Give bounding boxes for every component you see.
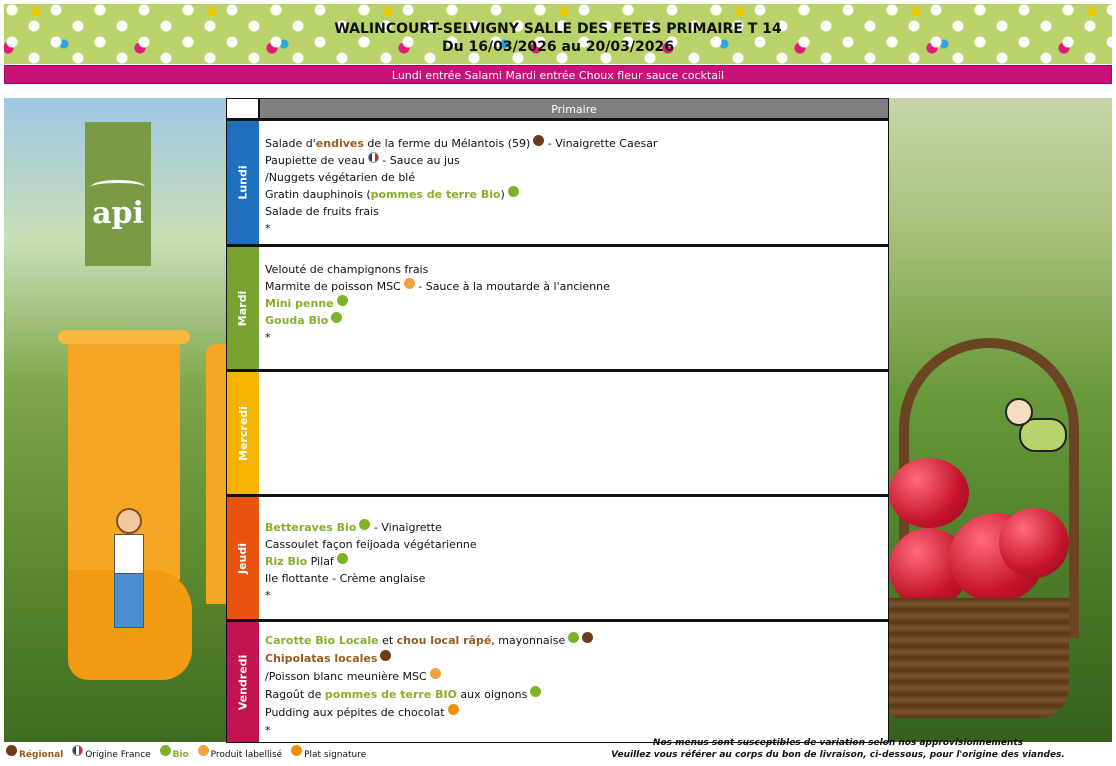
menu-item: Ile flottante - Crème anglaise	[265, 572, 426, 585]
apple	[999, 508, 1069, 578]
legend-regional: Régional	[6, 750, 63, 760]
menu-item: *	[265, 222, 271, 235]
climbing-child-illustration	[1001, 398, 1071, 458]
boot-top	[58, 330, 190, 344]
day-label-lundi: Lundi	[227, 121, 259, 244]
day-label-mardi: Mardi	[227, 247, 259, 369]
menu-item: Betteraves Bio - Vinaigrette	[265, 521, 442, 534]
legend	[6, 745, 372, 761]
legend-label: Produit labellisé	[198, 750, 283, 760]
menu-item: *	[265, 589, 271, 602]
api-logo	[85, 122, 151, 266]
legend-origine-france: Origine France	[72, 750, 151, 760]
logo-text: api	[92, 196, 144, 231]
label-icon	[404, 278, 415, 289]
france-flag-icon	[72, 745, 83, 756]
label-icon	[430, 668, 441, 679]
bio-icon	[160, 745, 171, 756]
legend-bio: Bio	[160, 750, 189, 760]
menu-item: Salade de fruits frais	[265, 205, 379, 218]
menu-item: Gouda Bio	[265, 312, 884, 329]
day-row-jeudi	[226, 495, 889, 620]
bio-icon	[337, 553, 348, 564]
left-decorative-photo	[4, 98, 226, 742]
menu-item: *	[265, 331, 271, 344]
bio-icon	[568, 632, 579, 643]
menu-item: *	[265, 724, 271, 737]
logo-swoosh	[91, 180, 145, 194]
apple	[889, 458, 969, 528]
date-range: Du 16/03/2026 au 20/03/2026	[442, 39, 674, 55]
header	[4, 4, 1112, 64]
kid-head	[1005, 398, 1033, 426]
menu-item: /Poisson blanc meunière MSC	[265, 668, 884, 686]
regional-icon	[533, 135, 544, 146]
day-row-mardi	[226, 245, 889, 370]
menu-item: Carotte Bio Locale et chou local râpé, mayonnaise	[265, 632, 884, 650]
footer-note	[560, 737, 1116, 761]
menu-item: Marmite de poisson MSC - Sauce à la moutarde à l'ancienne	[265, 280, 610, 293]
menu-item: Riz Bio Pilaf	[265, 553, 884, 570]
regional-icon	[6, 745, 17, 756]
menu-item: Paupiette de veau - Sauce au jus	[265, 154, 460, 167]
gardener-child-illustration	[104, 508, 154, 638]
day-label-mercredi: Mercredi	[227, 372, 259, 494]
day-menu-lundi	[265, 135, 884, 237]
signature-icon	[291, 745, 302, 756]
menu-item: Chipolatas locales	[265, 650, 884, 668]
bio-icon	[530, 686, 541, 697]
menu-item: Cassoulet façon feijoada végétarienne	[265, 538, 477, 551]
menu-item: Pudding aux pépites de chocolat	[265, 704, 884, 722]
second-boot-illustration	[206, 344, 226, 604]
footer-note-line2: Veuillez vous référer au corps du bon de livraison, ci-dessous, pour l'origine des viandes.	[611, 750, 1065, 760]
footer-note-line1: Nos menus sont susceptibles de variation selon nos approvisionnements	[652, 738, 1024, 748]
menu-table	[226, 98, 889, 743]
entree-banner: Lundi entrée Salami Mardi entrée Choux fleur sauce cocktail	[4, 65, 1112, 84]
menu-item: Velouté de champignons frais	[265, 263, 429, 276]
label-icon	[198, 745, 209, 756]
page-title: WALINCOURT-SELVIGNY SALLE DES FETES PRIMAIRE T 14	[334, 21, 782, 37]
day-menu-mardi	[265, 261, 884, 346]
bio-icon	[337, 295, 348, 306]
day-menu-jeudi	[265, 519, 884, 604]
menu-item: Mini penne	[265, 295, 884, 312]
day-row-mercredi	[226, 370, 889, 495]
right-decorative-photo	[889, 98, 1112, 742]
column-header-primaire: Primaire	[259, 98, 889, 119]
bio-icon	[359, 519, 370, 530]
day-label-vendredi: Vendredi	[227, 622, 259, 742]
regional-icon	[582, 632, 593, 643]
bio-icon	[508, 186, 519, 197]
menu-item: Ragoût de pommes de terre BIO aux oignons	[265, 686, 884, 704]
day-row-vendredi	[226, 620, 889, 743]
bio-icon	[331, 312, 342, 323]
signature-icon	[448, 704, 459, 715]
menu-item: Gratin dauphinois (pommes de terre Bio)	[265, 186, 884, 203]
apple-basket-illustration	[889, 338, 1079, 718]
france-flag-icon	[368, 152, 379, 163]
menu-item: Salade d'endives de la ferme du Mélantois (59) - Vinaigrette Caesar	[265, 137, 658, 150]
day-row-lundi	[226, 119, 889, 245]
kid-shirt	[114, 534, 144, 574]
table-corner	[226, 98, 259, 119]
regional-icon	[380, 650, 391, 661]
menu-item: /Nuggets végétarien de blé	[265, 171, 416, 184]
basket-body	[889, 598, 1069, 718]
day-label-jeudi: Jeudi	[227, 497, 259, 619]
kid-head	[116, 508, 142, 534]
day-menu-vendredi	[265, 632, 884, 740]
legend-signature: Plat signature	[291, 750, 366, 760]
